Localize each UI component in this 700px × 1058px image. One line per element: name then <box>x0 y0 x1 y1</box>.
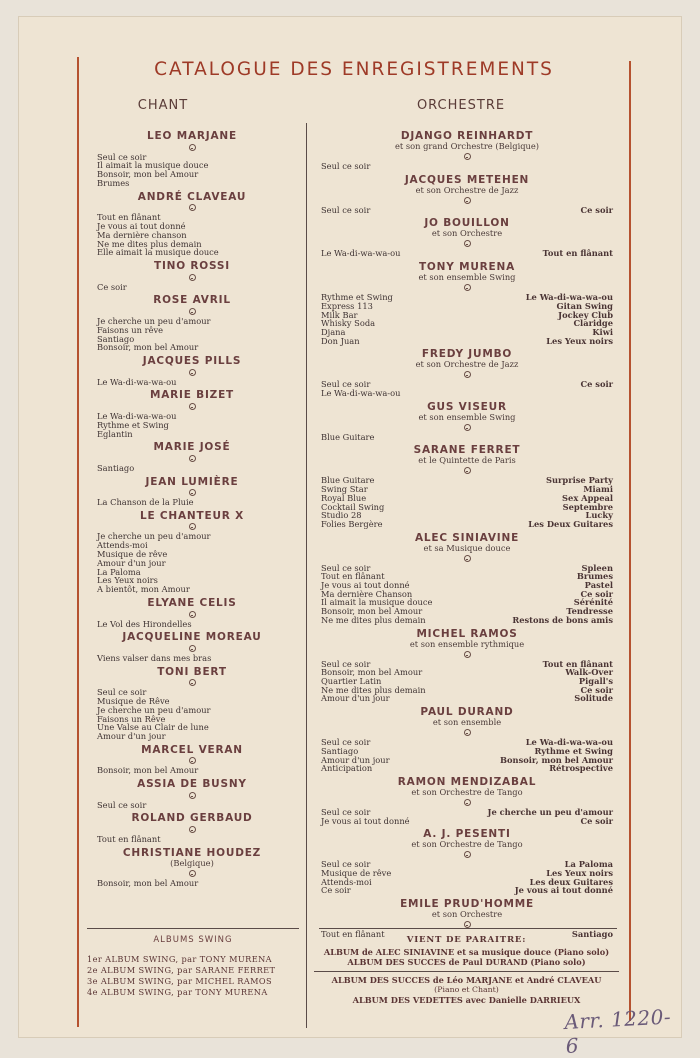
song-title: Je vous ai tout donné <box>97 220 186 231</box>
artist-name: JACQUES METEHEN <box>404 173 530 186</box>
song-title: Claridge <box>573 318 613 329</box>
song-title: La Paloma <box>97 566 141 577</box>
song-title: Seul ce soir <box>321 562 371 573</box>
song-list <box>97 532 287 594</box>
orchestre-column <box>321 130 613 942</box>
song-title: La Paloma <box>564 859 613 870</box>
artist-subtitle: (Belgique) <box>170 857 214 868</box>
song-row <box>321 206 613 215</box>
song-list <box>97 620 287 629</box>
artist-name: MARIE BIZET <box>149 389 235 402</box>
song-title: Kiwi <box>592 326 613 337</box>
chant-entry <box>97 812 287 843</box>
chant-entry <box>97 778 287 809</box>
nouveautes <box>314 935 619 1005</box>
record-icon <box>189 369 196 376</box>
song-title: Amour d'un jour <box>97 557 166 568</box>
artist-name: ELYANE CELIS <box>147 597 237 610</box>
artist-name: LEO MARJANE <box>147 130 237 142</box>
song-title: Don Juan <box>321 335 360 346</box>
record-icon <box>189 792 196 799</box>
left-red-rule <box>77 57 79 1027</box>
song-title: Tout en flânant <box>542 248 613 259</box>
column-divider <box>306 123 307 1028</box>
artist-name: JACQUELINE MOREAU <box>122 631 262 644</box>
song-title: Ce soir <box>580 815 613 826</box>
record-icon <box>464 371 471 378</box>
record-icon <box>464 467 471 474</box>
song-title: Djana <box>321 326 346 337</box>
album-item: 3e ALBUM SWING, par MICHEL RAMOS <box>87 976 273 986</box>
song-title: Je vous ai tout donné <box>321 580 410 591</box>
song-title: Walk-Over <box>565 667 613 678</box>
song-list <box>97 153 287 188</box>
song-title: Bonsoir, mon bel Amour <box>321 667 423 678</box>
orchestre-entry <box>321 828 613 895</box>
song-row <box>321 694 613 703</box>
song-title: La Chanson de la Pluie <box>97 497 194 508</box>
record-icon <box>464 851 471 858</box>
song-title: Folies Bergère <box>321 518 383 529</box>
song-title: Tout en flânant <box>542 658 613 669</box>
song-title: Sex Appeal <box>562 492 613 503</box>
song-title: Amour d'un jour <box>97 731 166 742</box>
record-icon <box>189 403 196 410</box>
artist-name: ALEC SINIAVINE <box>414 531 520 544</box>
song-row <box>321 433 613 442</box>
song-title: Restons de bons amis <box>512 614 613 625</box>
song-title: Le Wa-di-wa-wa-ou <box>321 248 401 259</box>
record-icon <box>189 274 196 281</box>
song-list <box>97 654 287 663</box>
artist-name: GUS VISEUR <box>427 400 507 413</box>
song-title: Ne me dites plus demain <box>321 684 426 695</box>
song-title: Santiago <box>97 462 135 473</box>
chant-entry <box>97 597 287 628</box>
song-title: Faisons un Rêve <box>97 713 166 724</box>
artist-name: TONY MURENA <box>418 261 516 274</box>
song-title: Ma dernière Chanson <box>321 588 413 599</box>
chant-entry <box>97 744 287 775</box>
artist-name: JEAN LUMIÈRE <box>145 475 239 488</box>
song-title: Amour d'un jour <box>321 754 390 765</box>
song-title: Gitan Swing <box>556 300 613 311</box>
record-icon <box>189 826 196 833</box>
song-title: Bonsoir, mon bel Amour <box>97 877 199 888</box>
record-icon <box>464 424 471 431</box>
artist-subtitle: et son grand Orchestre (Belgique) <box>394 141 540 151</box>
song-row <box>321 389 613 398</box>
song-title: Ne me dites plus demain <box>321 614 426 625</box>
song-title: A bientôt, mon Amour <box>97 584 190 595</box>
divider-line <box>314 971 619 972</box>
nouveaute-line: (Piano et Chant) <box>434 985 499 994</box>
song-title: Bonsoir, mon bel Amour <box>97 169 199 180</box>
song-title: Je cherche un peu d'amour <box>97 315 211 326</box>
song-list <box>97 688 287 741</box>
albums-swing <box>87 935 299 998</box>
song-row <box>321 764 613 773</box>
album-item: 1er ALBUM SWING, par TONY MURENA <box>87 954 272 964</box>
artist-name: TINO ROSSI <box>153 260 230 273</box>
song-title: Tout en flânant <box>321 929 385 940</box>
catalogue-title: CATALOGUE DES ENREGISTREMENTS <box>154 59 554 80</box>
song-title: Attends-moi <box>321 876 372 887</box>
artist-name: EMILE PRUD'HOMME <box>400 898 534 911</box>
song-title: Seul ce soir <box>321 161 371 171</box>
song-title: Quartier Latin <box>321 675 382 686</box>
artist-subtitle: et son ensemble Swing <box>418 411 516 422</box>
song-title: Les Yeux noirs <box>97 575 158 586</box>
song-title: Anticipation <box>321 763 373 774</box>
song-title: Faisons un rêve <box>97 324 164 335</box>
song-title: Jockey Club <box>558 309 613 320</box>
song-title: Whisky Soda <box>321 318 376 329</box>
record-icon <box>189 308 196 315</box>
record-icon <box>464 284 471 291</box>
artist-name: MARCEL VERAN <box>141 743 243 756</box>
orchestre-entry <box>321 174 613 215</box>
nouveaute-line: ALBUM DES VEDETTES avec Danielle DARRIEUX <box>352 995 581 1005</box>
artist-name: MARIE JOSÉ <box>153 441 231 454</box>
chant-heading: CHANT <box>137 98 189 113</box>
nouveaute-line: ALBUM DES SUCCES de Léo MARJANE et André CLAVEAU <box>331 975 602 985</box>
artist-subtitle: et son Orchestre de Tango <box>411 839 523 850</box>
record-icon <box>464 197 471 204</box>
song-list <box>97 879 287 888</box>
song-title: Seul ce soir <box>321 859 371 870</box>
album-item: 4e ALBUM SWING, par TONY MURENA <box>87 987 268 997</box>
orchestre-entry <box>321 532 613 625</box>
record-icon <box>189 204 196 211</box>
orchestre-entry <box>321 348 613 397</box>
song-title: Ce soir <box>321 885 351 896</box>
record-icon <box>189 870 196 877</box>
song-title: Le Wa-di-wa-wa-ou <box>525 737 613 748</box>
artist-subtitle: et sa Musique douce <box>423 542 511 553</box>
song-title: Santiago <box>571 929 613 940</box>
song-row <box>321 503 613 512</box>
record-icon <box>189 611 196 618</box>
record-icon <box>464 799 471 806</box>
record-icon <box>189 144 196 151</box>
song-title: Je cherche un peu d'amour <box>487 806 613 817</box>
chant-entry <box>97 389 287 438</box>
archive-stamp: Arr. 1220-6 <box>563 1004 672 1058</box>
song-title: Tout en flânant <box>97 833 161 844</box>
album-item: 2e ALBUM SWING, par SARANE FERRET <box>87 965 276 975</box>
song-title: Bonsoir, mon bel Amour <box>321 606 423 617</box>
song-title: Ce soir <box>97 281 127 292</box>
artist-name: ROLAND GERBAUD <box>131 812 253 825</box>
song-title: Musique de rêve <box>97 549 168 560</box>
record-icon <box>189 523 196 530</box>
record-icon <box>464 729 471 736</box>
song-title: Une Valse au Clair de lune <box>97 722 209 733</box>
song-title: Il aimait la musique douce <box>321 597 433 608</box>
orchestre-entry <box>321 130 613 171</box>
chant-entry <box>97 510 287 594</box>
artist-name: TONI BERT <box>157 665 227 678</box>
song-title: Le Vol des Hirondelles <box>97 618 192 629</box>
orchestre-entry <box>321 776 613 825</box>
orchestre-entry <box>321 898 613 939</box>
song-title: Je cherche un peu d'amour <box>97 531 211 542</box>
right-red-rule <box>629 61 631 1021</box>
song-row <box>321 616 613 625</box>
chant-entry <box>97 476 287 507</box>
orchestre-entry <box>321 444 613 528</box>
chant-entry <box>97 260 287 291</box>
catalogue-page <box>18 16 682 1058</box>
song-title: Ne me dites plus demain <box>97 238 202 249</box>
artist-subtitle: et son Orchestre de Jazz <box>415 359 519 370</box>
chant-entry <box>97 631 287 662</box>
artist-name: SARANE FERRET <box>413 444 521 457</box>
song-title: Swing Star <box>321 484 368 495</box>
artist-name: LE CHANTEUR X <box>139 509 245 522</box>
song-title: Solitude <box>574 693 613 704</box>
song-title: Seul ce soir <box>321 204 371 215</box>
song-row <box>321 886 613 895</box>
song-row <box>321 520 613 529</box>
artist-name: DJANGO REINHARDT <box>400 130 534 142</box>
chant-column <box>97 130 287 891</box>
artist-name: RAMON MENDIZABAL <box>397 775 537 788</box>
song-title: Rythme et Swing <box>534 745 613 756</box>
chant-entry <box>97 191 287 257</box>
song-title: Surprise Party <box>546 475 613 486</box>
orchestre-entry <box>321 401 613 442</box>
song-list <box>97 766 287 775</box>
song-title: Elle aimait la musique douce <box>97 247 219 258</box>
song-title: Miami <box>583 484 613 495</box>
song-title: Studio 28 <box>321 510 362 521</box>
orchestre-entry <box>321 628 613 704</box>
song-title: Express 113 <box>321 300 373 311</box>
artist-subtitle: et son Orchestre de Tango <box>411 786 523 797</box>
song-list <box>97 213 287 257</box>
artist-name: ANDRÉ CLAVEAU <box>137 190 247 203</box>
song-title: Royal Blue <box>321 492 367 503</box>
artist-name: JO BOUILLON <box>424 217 510 230</box>
song-title: Seul ce soir <box>321 806 371 817</box>
song-list <box>97 464 287 473</box>
song-title: Seul ce soir <box>97 151 147 162</box>
artist-name: JACQUES PILLS <box>142 355 242 368</box>
artist-name: MICHEL RAMOS <box>416 627 518 640</box>
song-title: Seul ce soir <box>321 379 371 390</box>
nouveaute-line: ALBUM de ALEC SINIAVINE et sa musique douce (Piano solo) <box>323 947 610 957</box>
artist-name: FREDY JUMBO <box>421 348 513 361</box>
song-list <box>97 378 287 387</box>
record-icon <box>464 153 471 160</box>
orchestre-entry <box>321 261 613 345</box>
record-icon <box>189 455 196 462</box>
chant-entry <box>97 847 287 888</box>
song-title: Tout en flânant <box>321 571 385 582</box>
song-title: Blue Guitare <box>321 475 375 486</box>
song-title: Viens valser dans mes bras <box>97 652 212 663</box>
record-icon <box>189 645 196 652</box>
orchestre-entry <box>321 217 613 258</box>
song-title: Tout en flânant <box>97 212 161 223</box>
albums-swing-title: ALBUMS SWING <box>153 935 233 945</box>
song-title: Il aimait la musique douce <box>97 160 209 171</box>
song-title: Sérénité <box>573 597 613 608</box>
song-title: Spleen <box>581 562 613 573</box>
chant-entry <box>97 294 287 352</box>
song-title: Les Yeux noirs <box>546 335 613 346</box>
song-title: Seul ce soir <box>97 687 147 698</box>
artist-subtitle: et son ensemble <box>432 717 502 728</box>
song-list <box>97 801 287 810</box>
record-icon <box>464 651 471 658</box>
song-title: Musique de Rêve <box>97 695 170 706</box>
song-row <box>321 817 613 826</box>
artist-name: ROSE AVRIL <box>153 294 231 307</box>
song-title: Bonsoir, mon bel Amour <box>97 765 199 776</box>
artist-name: CHRISTIANE HOUDEZ <box>122 846 262 859</box>
artist-subtitle: et son ensemble rythmique <box>409 638 525 649</box>
song-title: Je vous ai tout donné <box>514 885 613 896</box>
song-row <box>321 319 613 328</box>
song-title: Les Yeux noirs <box>546 868 613 879</box>
song-title: Pigall's <box>578 675 613 686</box>
song-title: Je cherche un peu d'amour <box>97 704 211 715</box>
song-title: Bonsoir, mon bel Amour <box>500 754 613 765</box>
song-title: Ma dernière chanson <box>97 229 187 240</box>
song-title: Rythme et Swing <box>321 292 393 303</box>
orchestre-entry <box>321 706 613 773</box>
orchestre-heading: ORCHESTRE <box>416 98 506 113</box>
song-title: Brumes <box>97 177 130 188</box>
artist-name: A. J. PESENTI <box>423 828 511 841</box>
song-list <box>97 317 287 352</box>
artist-name: PAUL DURAND <box>420 706 514 719</box>
song-title: Pastel <box>584 580 613 591</box>
artist-subtitle: et son ensemble Swing <box>418 272 516 283</box>
song-title: Cocktail Swing <box>321 501 385 512</box>
chant-entry <box>97 130 287 188</box>
song-title: Musique de rêve <box>321 868 392 879</box>
song-title: Rythme et Swing <box>97 419 169 430</box>
song-title: Septembre <box>562 501 613 512</box>
song-title: Le Wa-di-wa-wa-ou <box>525 292 613 303</box>
song-title: Le Wa-di-wa-wa-ou <box>97 376 177 387</box>
song-title: Milk Bar <box>321 309 358 320</box>
chant-entry <box>97 666 287 741</box>
song-title: Le Wa-di-wa-wa-ou <box>321 388 401 399</box>
record-icon <box>189 679 196 686</box>
nouveautes-title: VIENT DE PARAITRE: <box>406 935 527 945</box>
song-title: Santiago <box>321 745 359 756</box>
song-row <box>321 337 613 346</box>
divider-line <box>319 928 617 929</box>
song-title: Seul ce soir <box>321 737 371 748</box>
record-icon <box>189 757 196 764</box>
song-title: Ce soir <box>580 588 613 599</box>
song-title: Le Wa-di-wa-wa-ou <box>97 410 177 421</box>
song-title: Ce soir <box>580 684 613 695</box>
song-list <box>97 498 287 507</box>
song-list <box>97 283 287 292</box>
song-title: Brumes <box>576 571 613 582</box>
song-row <box>321 249 613 258</box>
divider-line <box>87 928 299 929</box>
chant-entry <box>97 355 287 386</box>
song-title: Ce soir <box>580 204 613 215</box>
record-icon <box>189 489 196 496</box>
record-icon <box>464 555 471 562</box>
artist-subtitle: et son Orchestre <box>431 228 503 239</box>
song-title: Seul ce soir <box>97 799 147 810</box>
nouveaute-line: ALBUM DES SUCCES de Paul DURAND (Piano solo) <box>347 957 586 967</box>
song-list <box>97 835 287 844</box>
song-list <box>97 412 287 438</box>
song-title: Je vous ai tout donné <box>321 815 410 826</box>
song-title: Seul ce soir <box>321 658 371 669</box>
song-title: Rétrospective <box>549 763 613 774</box>
song-title: Amour d'un jour <box>321 693 390 704</box>
song-title: Ce soir <box>580 379 613 390</box>
artist-subtitle: et son Orchestre de Jazz <box>415 184 519 195</box>
chant-entry <box>97 441 287 472</box>
song-title: Santiago <box>97 333 135 344</box>
song-title: Les Deux Guitares <box>528 518 613 529</box>
song-title: Attends-moi <box>97 540 148 551</box>
artist-subtitle: et son Orchestre <box>431 909 503 920</box>
song-title: Les deux Guitares <box>529 876 613 887</box>
artist-subtitle: et le Quintette de Paris <box>418 455 516 466</box>
song-title: Tendresse <box>566 606 613 617</box>
record-icon <box>464 240 471 247</box>
artist-name: ASSIA DE BUSNY <box>137 778 247 791</box>
song-title: Lucky <box>585 510 613 521</box>
song-title: Bonsoir, mon bel Amour <box>97 342 199 353</box>
song-title: Blue Guitare <box>321 431 375 442</box>
song-row <box>321 162 613 171</box>
song-title: Eglantin <box>97 428 133 439</box>
